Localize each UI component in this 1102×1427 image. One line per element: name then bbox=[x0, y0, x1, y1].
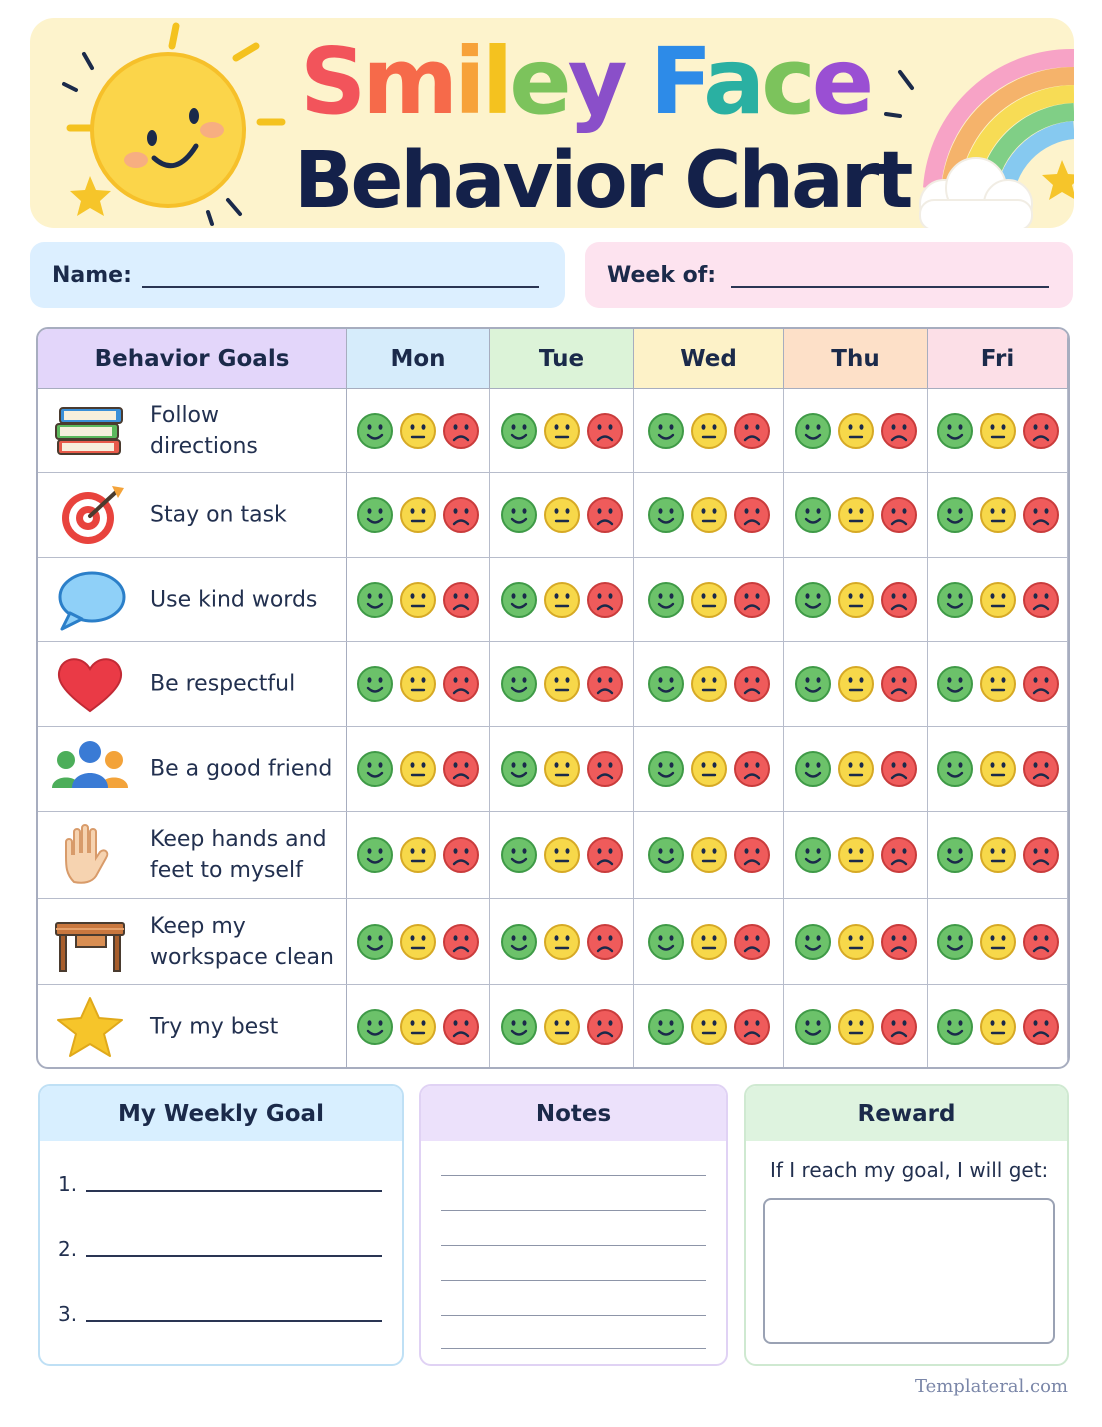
sad-face-icon[interactable] bbox=[586, 750, 624, 788]
happy-face-icon[interactable] bbox=[500, 750, 538, 788]
day-cell-mon bbox=[347, 812, 490, 898]
day-cell-thu bbox=[784, 727, 928, 811]
title-letter: y bbox=[567, 28, 624, 135]
day-cell-thu bbox=[784, 473, 928, 557]
hand-icon bbox=[52, 824, 128, 886]
title-behavior-chart: Behavior Chart bbox=[294, 136, 911, 226]
header-day-fri: Fri bbox=[928, 329, 1068, 389]
day-cell-fri bbox=[928, 389, 1068, 472]
goal-cell bbox=[38, 389, 347, 472]
happy-face-icon[interactable] bbox=[356, 750, 394, 788]
table-row bbox=[38, 473, 1068, 558]
neutral-face-icon[interactable] bbox=[690, 581, 728, 619]
day-cell-wed bbox=[634, 389, 784, 472]
happy-face-icon[interactable] bbox=[500, 923, 538, 961]
header-day-tue: Tue bbox=[490, 329, 634, 389]
note-line[interactable] bbox=[441, 1315, 706, 1316]
sad-face-icon[interactable] bbox=[586, 581, 624, 619]
sad-face-icon[interactable] bbox=[880, 836, 918, 874]
sad-face-icon[interactable] bbox=[586, 1008, 624, 1046]
day-cell-tue bbox=[490, 389, 634, 472]
happy-face-icon[interactable] bbox=[500, 665, 538, 703]
table-row bbox=[38, 389, 1068, 473]
title-letter: F bbox=[649, 28, 704, 135]
neutral-face-icon[interactable] bbox=[543, 412, 581, 450]
happy-face-icon[interactable] bbox=[936, 836, 974, 874]
goal-label: Be respectful bbox=[150, 671, 296, 697]
happy-face-icon[interactable] bbox=[647, 923, 685, 961]
neutral-face-icon[interactable] bbox=[399, 581, 437, 619]
happy-face-icon[interactable] bbox=[936, 496, 974, 534]
sad-face-icon[interactable] bbox=[1022, 836, 1060, 874]
goal-cell bbox=[38, 727, 347, 811]
neutral-face-icon[interactable] bbox=[543, 836, 581, 874]
neutral-face-icon[interactable] bbox=[979, 750, 1017, 788]
header-behavior-goals: Behavior Goals bbox=[38, 329, 347, 389]
goal-line-2[interactable] bbox=[58, 1233, 382, 1261]
happy-face-icon[interactable] bbox=[936, 581, 974, 619]
happy-face-icon[interactable] bbox=[936, 1008, 974, 1046]
happy-face-icon[interactable] bbox=[794, 923, 832, 961]
name-line bbox=[142, 286, 539, 288]
sad-face-icon[interactable] bbox=[733, 496, 771, 534]
day-cell-mon bbox=[347, 558, 490, 641]
happy-face-icon[interactable] bbox=[356, 923, 394, 961]
happy-face-icon[interactable] bbox=[794, 496, 832, 534]
happy-face-icon[interactable] bbox=[647, 836, 685, 874]
title-letter: S bbox=[300, 28, 363, 135]
happy-face-icon[interactable] bbox=[500, 581, 538, 619]
neutral-face-icon[interactable] bbox=[837, 581, 875, 619]
sad-face-icon[interactable] bbox=[1022, 923, 1060, 961]
weekly-goal-box bbox=[38, 1084, 404, 1366]
sad-face-icon[interactable] bbox=[586, 836, 624, 874]
desk-icon bbox=[52, 911, 128, 973]
happy-face-icon[interactable] bbox=[647, 665, 685, 703]
neutral-face-icon[interactable] bbox=[690, 412, 728, 450]
weekly-goal-title: My Weekly Goal bbox=[40, 1086, 402, 1141]
day-cell-tue bbox=[490, 473, 634, 557]
day-cell-tue bbox=[490, 642, 634, 726]
neutral-face-icon[interactable] bbox=[543, 923, 581, 961]
table-row bbox=[38, 985, 1068, 1069]
day-cell-mon bbox=[347, 389, 490, 472]
title-letter: e bbox=[811, 28, 871, 135]
sad-face-icon[interactable] bbox=[442, 412, 480, 450]
happy-face-icon[interactable] bbox=[794, 750, 832, 788]
happy-face-icon[interactable] bbox=[794, 412, 832, 450]
neutral-face-icon[interactable] bbox=[690, 1008, 728, 1046]
happy-face-icon[interactable] bbox=[794, 665, 832, 703]
sad-face-icon[interactable] bbox=[442, 836, 480, 874]
neutral-face-icon[interactable] bbox=[690, 750, 728, 788]
goal-cell bbox=[38, 558, 347, 641]
heart-icon bbox=[52, 653, 128, 715]
day-cell-tue bbox=[490, 558, 634, 641]
title-letter: e bbox=[509, 28, 568, 135]
name-field[interactable] bbox=[30, 242, 565, 308]
neutral-face-icon[interactable] bbox=[543, 750, 581, 788]
day-cell-fri bbox=[928, 558, 1068, 641]
day-cell-tue bbox=[490, 985, 634, 1068]
sad-face-icon[interactable] bbox=[733, 750, 771, 788]
happy-face-icon[interactable] bbox=[647, 496, 685, 534]
rainbow-icon bbox=[860, 18, 1074, 228]
sad-face-icon[interactable] bbox=[733, 412, 771, 450]
sad-face-icon[interactable] bbox=[1022, 581, 1060, 619]
title-smiley-face bbox=[300, 28, 871, 135]
sad-face-icon[interactable] bbox=[1022, 412, 1060, 450]
day-cell-wed bbox=[634, 727, 784, 811]
table-row bbox=[38, 642, 1068, 727]
goal-label: Be a good friend bbox=[150, 756, 333, 782]
neutral-face-icon[interactable] bbox=[979, 665, 1017, 703]
day-cell-wed bbox=[634, 642, 784, 726]
sad-face-icon[interactable] bbox=[1022, 1008, 1060, 1046]
goal-cell bbox=[38, 812, 347, 898]
neutral-face-icon[interactable] bbox=[690, 665, 728, 703]
sad-face-icon[interactable] bbox=[1022, 750, 1060, 788]
header-day-wed: Wed bbox=[634, 329, 784, 389]
reward-box bbox=[744, 1084, 1069, 1366]
sad-face-icon[interactable] bbox=[733, 1008, 771, 1046]
day-cell-tue bbox=[490, 899, 634, 984]
sad-face-icon[interactable] bbox=[442, 581, 480, 619]
day-cell-fri bbox=[928, 642, 1068, 726]
goal-line-1[interactable] bbox=[58, 1168, 382, 1196]
day-cell-mon bbox=[347, 899, 490, 984]
note-line[interactable] bbox=[441, 1175, 706, 1176]
day-cell-fri bbox=[928, 727, 1068, 811]
title-letter: c bbox=[761, 28, 812, 135]
day-cell-wed bbox=[634, 899, 784, 984]
speech-bubble-icon bbox=[52, 569, 128, 631]
day-cell-fri bbox=[928, 899, 1068, 984]
neutral-face-icon[interactable] bbox=[979, 412, 1017, 450]
table-row bbox=[38, 558, 1068, 642]
happy-face-icon[interactable] bbox=[936, 750, 974, 788]
target-icon bbox=[52, 484, 128, 546]
title-letter: a bbox=[703, 28, 762, 135]
neutral-face-icon[interactable] bbox=[399, 412, 437, 450]
day-cell-thu bbox=[784, 812, 928, 898]
table-row bbox=[38, 812, 1068, 899]
sad-face-icon[interactable] bbox=[733, 581, 771, 619]
neutral-face-icon[interactable] bbox=[837, 665, 875, 703]
neutral-face-icon[interactable] bbox=[543, 496, 581, 534]
title-letter: l bbox=[481, 28, 510, 135]
neutral-face-icon[interactable] bbox=[837, 1008, 875, 1046]
neutral-face-icon[interactable] bbox=[543, 1008, 581, 1046]
sad-face-icon[interactable] bbox=[880, 750, 918, 788]
sad-face-icon[interactable] bbox=[1022, 496, 1060, 534]
goal-label: Keep hands and feet to myself bbox=[150, 827, 327, 883]
note-line[interactable] bbox=[441, 1280, 706, 1281]
day-cell-fri bbox=[928, 812, 1068, 898]
week-field[interactable] bbox=[585, 242, 1073, 308]
day-cell-thu bbox=[784, 558, 928, 641]
neutral-face-icon[interactable] bbox=[837, 836, 875, 874]
goal-cell bbox=[38, 899, 347, 984]
happy-face-icon[interactable] bbox=[794, 836, 832, 874]
happy-face-icon[interactable] bbox=[500, 1008, 538, 1046]
neutral-face-icon[interactable] bbox=[399, 496, 437, 534]
goal-cell bbox=[38, 473, 347, 557]
goal-cell bbox=[38, 985, 347, 1068]
happy-face-icon[interactable] bbox=[647, 412, 685, 450]
week-line bbox=[731, 286, 1049, 288]
neutral-face-icon[interactable] bbox=[399, 665, 437, 703]
week-label: Week of: bbox=[607, 262, 717, 288]
sad-face-icon[interactable] bbox=[733, 836, 771, 874]
happy-face-icon[interactable] bbox=[794, 1008, 832, 1046]
table-row bbox=[38, 899, 1068, 985]
day-cell-mon bbox=[347, 473, 490, 557]
sad-face-icon[interactable] bbox=[880, 496, 918, 534]
happy-face-icon[interactable] bbox=[647, 750, 685, 788]
sad-face-icon[interactable] bbox=[880, 665, 918, 703]
day-cell-mon bbox=[347, 642, 490, 726]
table-row bbox=[38, 727, 1068, 812]
goal-number: 3. bbox=[58, 1302, 78, 1326]
reward-prompt: If I reach my goal, I will get: bbox=[770, 1158, 1049, 1182]
happy-face-icon[interactable] bbox=[356, 1008, 394, 1046]
sad-face-icon[interactable] bbox=[880, 1008, 918, 1046]
sad-face-icon[interactable] bbox=[586, 665, 624, 703]
goal-label: Try my best bbox=[150, 1014, 279, 1039]
sad-face-icon[interactable] bbox=[442, 665, 480, 703]
sad-face-icon[interactable] bbox=[1022, 665, 1060, 703]
day-cell-wed bbox=[634, 812, 784, 898]
happy-face-icon[interactable] bbox=[794, 581, 832, 619]
happy-face-icon[interactable] bbox=[356, 665, 394, 703]
happy-face-icon[interactable] bbox=[356, 836, 394, 874]
neutral-face-icon[interactable] bbox=[979, 923, 1017, 961]
sad-face-icon[interactable] bbox=[733, 923, 771, 961]
happy-face-icon[interactable] bbox=[356, 496, 394, 534]
sad-face-icon[interactable] bbox=[733, 665, 771, 703]
neutral-face-icon[interactable] bbox=[979, 496, 1017, 534]
goal-number: 1. bbox=[58, 1172, 78, 1196]
day-cell-fri bbox=[928, 473, 1068, 557]
day-cell-mon bbox=[347, 985, 490, 1068]
sad-face-icon[interactable] bbox=[586, 923, 624, 961]
day-cell-mon bbox=[347, 727, 490, 811]
neutral-face-icon[interactable] bbox=[979, 581, 1017, 619]
happy-face-icon[interactable] bbox=[936, 665, 974, 703]
goal-cell bbox=[38, 642, 347, 726]
happy-face-icon[interactable] bbox=[647, 1008, 685, 1046]
day-cell-thu bbox=[784, 985, 928, 1068]
neutral-face-icon[interactable] bbox=[690, 836, 728, 874]
day-cell-wed bbox=[634, 473, 784, 557]
neutral-face-icon[interactable] bbox=[837, 750, 875, 788]
sad-face-icon[interactable] bbox=[442, 923, 480, 961]
sad-face-icon[interactable] bbox=[586, 412, 624, 450]
neutral-face-icon[interactable] bbox=[690, 923, 728, 961]
goal-label: Use kind words bbox=[150, 587, 318, 612]
sad-face-icon[interactable] bbox=[880, 581, 918, 619]
happy-face-icon[interactable] bbox=[500, 496, 538, 534]
happy-face-icon[interactable] bbox=[500, 412, 538, 450]
happy-face-icon[interactable] bbox=[500, 836, 538, 874]
books-icon bbox=[52, 400, 128, 462]
happy-face-icon[interactable] bbox=[356, 412, 394, 450]
goal-line-3[interactable] bbox=[58, 1298, 382, 1326]
behavior-table bbox=[36, 327, 1070, 1069]
happy-face-icon[interactable] bbox=[936, 923, 974, 961]
friends-icon bbox=[52, 738, 128, 800]
neutral-face-icon[interactable] bbox=[979, 1008, 1017, 1046]
notes-title: Notes bbox=[421, 1086, 726, 1141]
sad-face-icon[interactable] bbox=[880, 923, 918, 961]
happy-face-icon[interactable] bbox=[647, 581, 685, 619]
note-line[interactable] bbox=[441, 1210, 706, 1211]
notes-box bbox=[419, 1084, 728, 1366]
neutral-face-icon[interactable] bbox=[837, 496, 875, 534]
sad-face-icon[interactable] bbox=[442, 496, 480, 534]
day-cell-tue bbox=[490, 812, 634, 898]
header-day-thu: Thu bbox=[784, 329, 928, 389]
neutral-face-icon[interactable] bbox=[837, 923, 875, 961]
reward-input-box[interactable] bbox=[763, 1198, 1055, 1344]
sun-icon bbox=[50, 18, 290, 228]
happy-face-icon[interactable] bbox=[356, 581, 394, 619]
footer-brand: Templateral.com bbox=[914, 1376, 1068, 1397]
neutral-face-icon[interactable] bbox=[837, 412, 875, 450]
day-cell-fri bbox=[928, 985, 1068, 1068]
note-line[interactable] bbox=[441, 1348, 706, 1349]
reward-title: Reward bbox=[746, 1086, 1067, 1141]
day-cell-thu bbox=[784, 899, 928, 984]
day-cell-wed bbox=[634, 558, 784, 641]
neutral-face-icon[interactable] bbox=[399, 750, 437, 788]
title-letter: i bbox=[454, 28, 482, 135]
goal-label: Stay on task bbox=[150, 502, 287, 528]
name-label: Name: bbox=[52, 262, 132, 288]
goal-number: 2. bbox=[58, 1237, 78, 1261]
neutral-face-icon[interactable] bbox=[979, 836, 1017, 874]
sad-face-icon[interactable] bbox=[442, 750, 480, 788]
neutral-face-icon[interactable] bbox=[399, 923, 437, 961]
happy-face-icon[interactable] bbox=[936, 412, 974, 450]
neutral-face-icon[interactable] bbox=[543, 665, 581, 703]
sad-face-icon[interactable] bbox=[880, 412, 918, 450]
neutral-face-icon[interactable] bbox=[399, 836, 437, 874]
day-cell-tue bbox=[490, 727, 634, 811]
day-cell-thu bbox=[784, 389, 928, 472]
day-cell-thu bbox=[784, 642, 928, 726]
neutral-face-icon[interactable] bbox=[543, 581, 581, 619]
goal-label: Keep my workspace clean bbox=[150, 913, 334, 970]
goal-label: Follow directions bbox=[150, 402, 258, 459]
day-cell-wed bbox=[634, 985, 784, 1068]
sad-face-icon[interactable] bbox=[586, 496, 624, 534]
sad-face-icon[interactable] bbox=[442, 1008, 480, 1046]
note-line[interactable] bbox=[441, 1245, 706, 1246]
neutral-face-icon[interactable] bbox=[399, 1008, 437, 1046]
header-day-mon: Mon bbox=[347, 329, 490, 389]
header-banner bbox=[30, 18, 1074, 228]
title-letter: m bbox=[362, 28, 455, 135]
star-icon bbox=[52, 996, 128, 1058]
neutral-face-icon[interactable] bbox=[690, 496, 728, 534]
